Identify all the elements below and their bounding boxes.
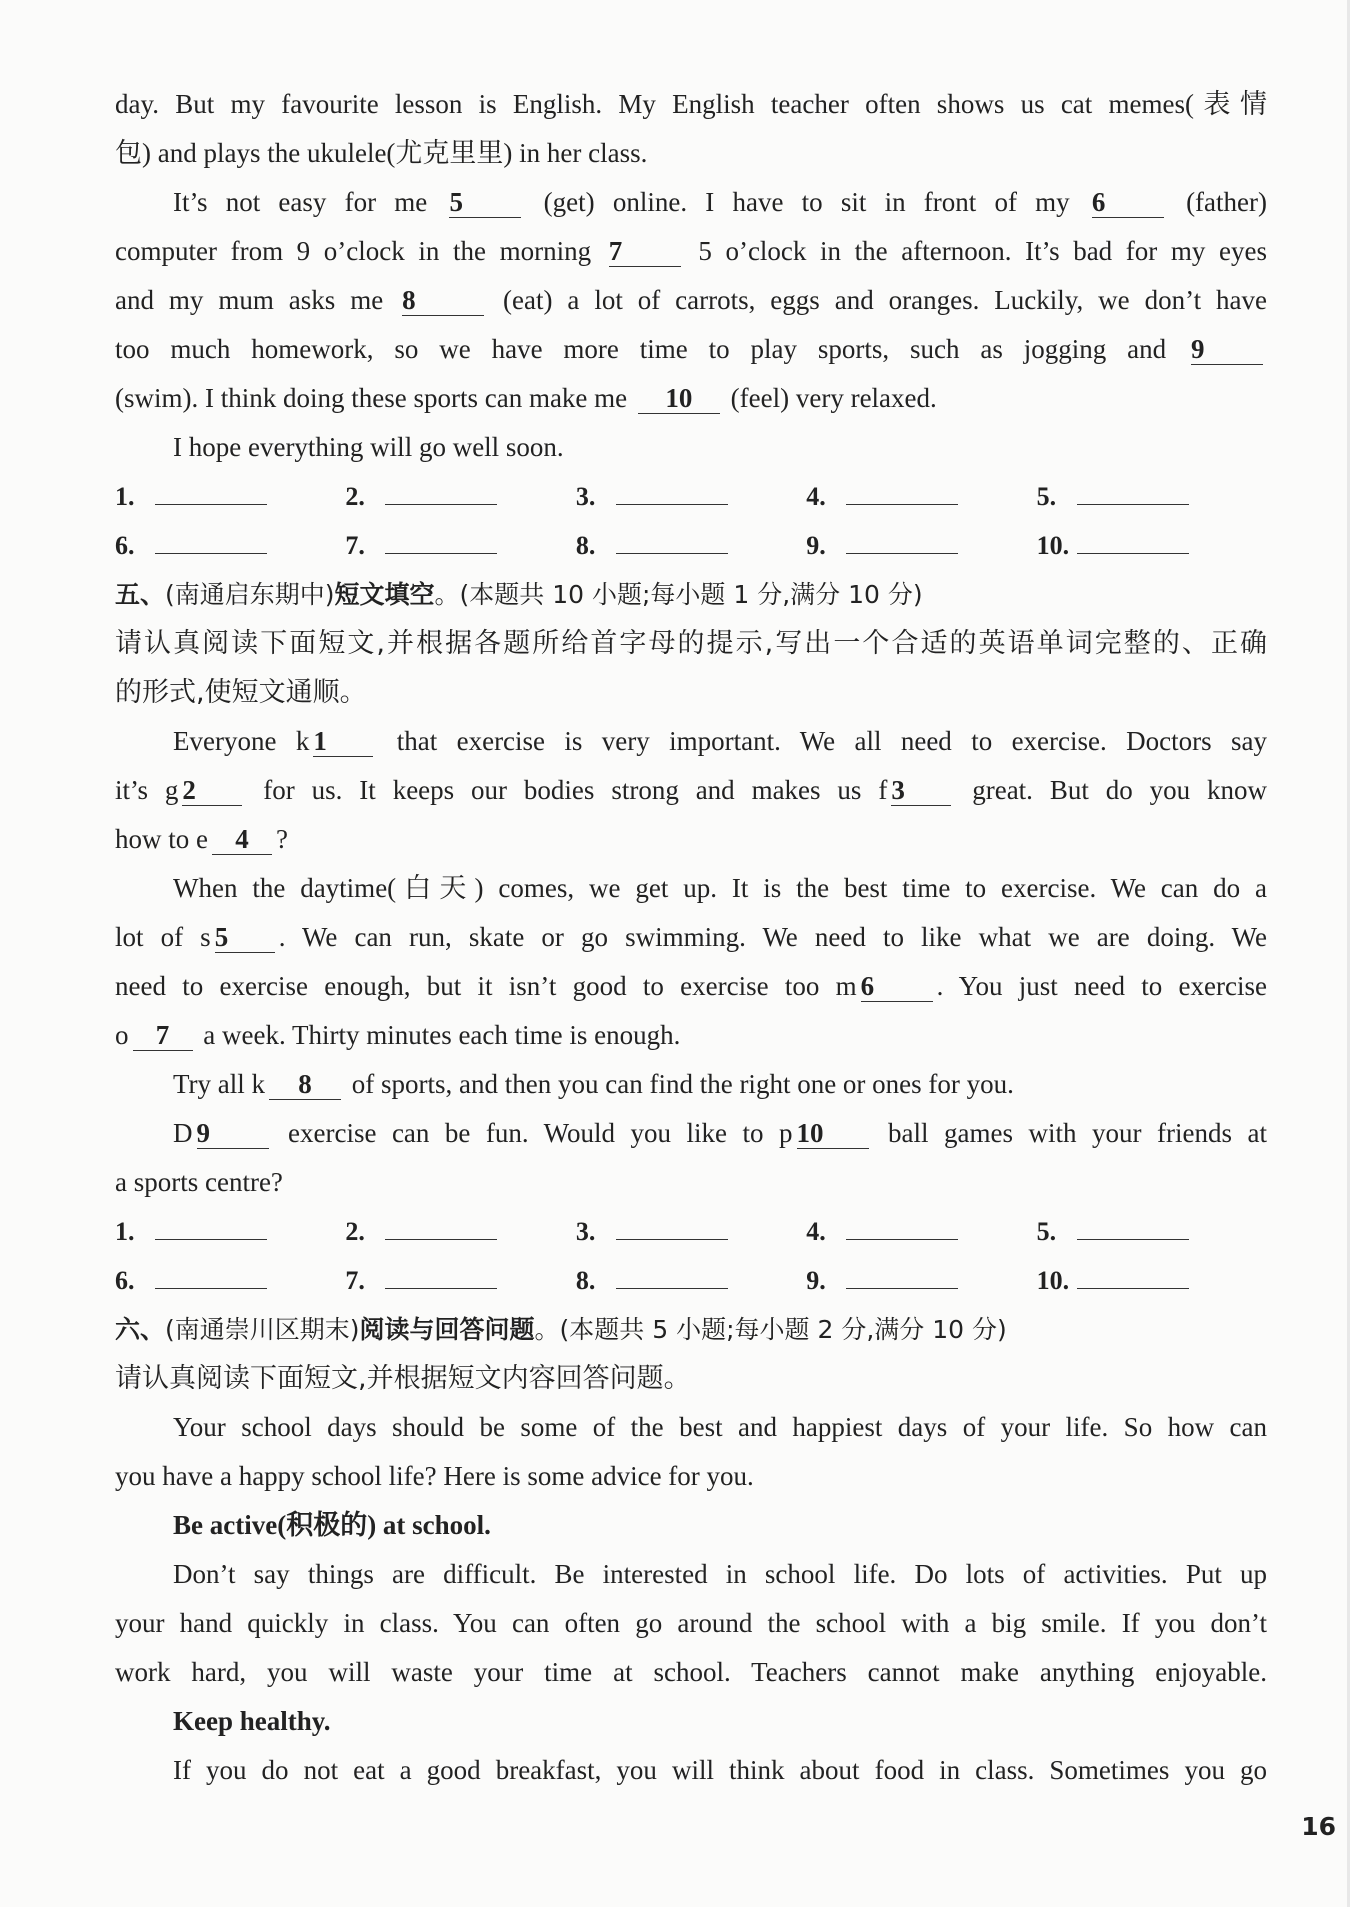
text-span: for us. It keeps our bodies strong and makes us f <box>246 775 888 805</box>
section-source: (南通崇川区期末) <box>165 1315 360 1344</box>
answer-slot[interactable] <box>1037 472 1267 521</box>
text-line: I hope everything will go well soon. <box>173 432 564 462</box>
answer-number: 3. <box>575 1217 596 1246</box>
blank-9[interactable]: 9 <box>197 1118 269 1149</box>
answer-line <box>1077 1266 1189 1289</box>
blank-10[interactable]: 10 <box>797 1118 869 1149</box>
answer-line <box>385 482 497 505</box>
answer-slot[interactable] <box>806 472 1036 521</box>
answer-line <box>846 531 958 554</box>
text-line <box>115 325 1267 374</box>
answer-number: 10. <box>1036 1266 1070 1295</box>
text-span: that exercise is very important. We all need to exercise. Doctors say <box>377 726 1267 756</box>
blank-3[interactable]: 3 <box>891 775 951 806</box>
answer-line <box>616 1266 728 1289</box>
answer-slot[interactable] <box>115 472 345 521</box>
answer-number: 6. <box>115 1266 135 1295</box>
blank-5[interactable]: 5 <box>215 922 275 953</box>
text-line: 包) and plays the ukulele(尤克里里) in her class. <box>115 138 648 168</box>
answer-line <box>155 1217 267 1240</box>
instruction-line: 请认真阅读下面短文,并根据各题所给首字母的提示,写出一个合适的英语单词完整的、正确 <box>115 628 1267 659</box>
text-span: o <box>115 1020 129 1050</box>
section-source: (南通启东期中) <box>165 580 335 609</box>
text-span: need to exercise enough, but it isn’t good to exercise too m <box>115 971 857 1001</box>
text-line <box>115 276 1267 325</box>
text-span: . You just need to exercise <box>936 971 1267 1001</box>
answer-number: 9. <box>806 531 826 560</box>
text-line <box>115 374 1267 423</box>
text-line <box>115 227 1267 276</box>
section-number: 五、 <box>115 580 166 609</box>
section-note: 。(本题共 5 小题;每小题 2 分,满分 10 分) <box>534 1315 1007 1344</box>
answer-line <box>155 531 267 554</box>
answer-slot[interactable] <box>345 472 575 521</box>
section-number: 六、 <box>115 1315 166 1344</box>
answer-slot[interactable] <box>115 521 345 570</box>
text-line: If you do not eat a good breakfast, you will think about food in class. Sometimes you go <box>173 1755 1267 1785</box>
text-span: Everyone k <box>173 726 310 756</box>
text-line: work hard, you will waste your time at school. Teachers cannot make anything enjoyable. <box>115 1657 1267 1687</box>
text-span: Try all k <box>173 1069 266 1099</box>
blank-5[interactable]: 5 <box>449 187 521 218</box>
answer-slot[interactable] <box>345 521 575 570</box>
text-span: too much homework, so we have more time to play sports, such as jogging and <box>115 334 1187 364</box>
answer-line <box>385 1217 497 1240</box>
answer-number: 4. <box>806 1217 826 1246</box>
text-line <box>115 766 1267 815</box>
answer-line <box>846 1266 958 1289</box>
answer-number: 5. <box>1036 482 1057 511</box>
text-span: It’s not easy for me <box>173 187 446 217</box>
answer-slot[interactable] <box>576 472 806 521</box>
blank-8[interactable]: 8 <box>402 285 484 316</box>
blank-1[interactable]: 1 <box>313 726 373 757</box>
blank-9[interactable]: 9 <box>1191 334 1263 365</box>
answer-slot[interactable] <box>576 1256 806 1305</box>
answer-slot[interactable] <box>345 1256 575 1305</box>
section-note: 。(本题共 10 小题;每小题 1 分,满分 10 分) <box>434 580 923 609</box>
blank-6[interactable]: 6 <box>1092 187 1164 218</box>
answer-number: 5. <box>1036 1217 1057 1246</box>
text-span: ball games with your friends at <box>872 1118 1267 1148</box>
text-line <box>115 717 1267 766</box>
answer-slot[interactable] <box>806 1256 1036 1305</box>
answer-number: 1. <box>115 1217 135 1246</box>
text-line: a sports centre? <box>115 1167 283 1197</box>
answer-number: 10. <box>1036 531 1070 560</box>
text-span: ? <box>275 824 288 854</box>
text-line <box>115 1109 1267 1158</box>
text-line <box>115 962 1267 1011</box>
text-span: lot of s <box>115 922 211 952</box>
text-span: (get) online. I have to sit in front of my <box>525 187 1088 217</box>
answer-line <box>385 1266 497 1289</box>
answer-line <box>1077 1217 1189 1240</box>
text-span: exercise can be fun. Would you like to p <box>272 1118 793 1148</box>
blank-4[interactable]: 4 <box>212 824 272 855</box>
section-five-heading <box>115 570 1267 619</box>
section-title: 阅读与回答问题 <box>359 1315 535 1344</box>
instruction-line: 请认真阅读下面短文,并根据短文内容回答问题。 <box>115 1363 691 1394</box>
answer-line <box>1077 482 1189 505</box>
text-line: your hand quickly in class. You can often go around the school with a big smile. If you don’t <box>115 1608 1267 1638</box>
answer-line <box>616 1217 728 1240</box>
answer-slot[interactable] <box>1037 1256 1267 1305</box>
text-span: (feel) very relaxed. <box>723 383 937 413</box>
text-span: how to e <box>115 824 208 854</box>
text-span: D <box>173 1118 193 1148</box>
answer-slot[interactable] <box>345 1207 575 1256</box>
answer-slot[interactable] <box>115 1207 345 1256</box>
answer-number: 2. <box>345 1217 365 1246</box>
answer-number: 1. <box>115 482 135 511</box>
text-span: 5 o’clock in the afternoon. It’s bad for my eyes <box>684 236 1267 266</box>
page-number: 16 <box>1301 1812 1336 1841</box>
text-line: When the daytime(白天) comes, we get up. It is the best time to exercise. We can do a <box>173 873 1267 903</box>
answer-line <box>155 1266 267 1289</box>
text-line <box>115 815 1267 864</box>
text-span: great. But do you know <box>955 775 1267 805</box>
blank-8[interactable]: 8 <box>269 1069 341 1100</box>
answer-line <box>846 1217 958 1240</box>
answer-slot[interactable] <box>576 1207 806 1256</box>
subheading: Be active(积极的) at school. <box>173 1510 491 1540</box>
text-line <box>115 178 1267 227</box>
blank-10[interactable]: 10 <box>638 383 720 414</box>
instruction-line: 的形式,使短文通顺。 <box>115 677 367 708</box>
answer-number: 6. <box>115 531 135 560</box>
answer-number: 4. <box>806 482 826 511</box>
text-span: computer from 9 o’clock in the morning <box>115 236 605 266</box>
answer-line <box>616 482 728 505</box>
answer-row <box>115 1256 1267 1305</box>
answer-slot[interactable] <box>1037 1207 1267 1256</box>
blank-7[interactable]: 7 <box>133 1020 193 1051</box>
text-span: a week. Thirty minutes each time is enough. <box>196 1020 681 1050</box>
text-span: . We can run, skate or go swimming. We need to like what we are doing. We <box>278 922 1267 952</box>
answer-number: 2. <box>345 482 365 511</box>
blank-6[interactable]: 6 <box>861 971 933 1002</box>
answer-number: 9. <box>806 1266 826 1295</box>
answer-slot[interactable] <box>1037 521 1267 570</box>
text-line <box>115 1011 1267 1060</box>
text-span: (eat) a lot of carrots, eggs and oranges. Luckily, we don’t have <box>488 285 1267 315</box>
text-line <box>115 913 1267 962</box>
answer-slot[interactable] <box>115 1256 345 1305</box>
answer-slot[interactable] <box>576 521 806 570</box>
answer-number: 8. <box>575 531 596 560</box>
text-line: day. But my favourite lesson is English. My English teacher often shows us cat memes(表情 <box>115 89 1267 119</box>
answer-line <box>616 531 728 554</box>
text-span: (swim). I think doing these sports can make me <box>115 383 634 413</box>
text-span: of sports, and then you can find the right one or ones for you. <box>345 1069 1014 1099</box>
answer-number: 8. <box>575 1266 596 1295</box>
text-line: you have a happy school life? Here is some advice for you. <box>115 1461 754 1491</box>
answer-line <box>1077 531 1189 554</box>
text-span: (father) <box>1167 187 1267 217</box>
text-line: Don’t say things are difficult. Be interested in school life. Do lots of activities. Put up <box>173 1559 1267 1589</box>
blank-7[interactable]: 7 <box>609 236 681 267</box>
answer-slot[interactable] <box>806 521 1036 570</box>
answer-row <box>115 1207 1267 1256</box>
worksheet-page <box>115 80 1267 1795</box>
answer-number: 7. <box>345 1266 365 1295</box>
answer-line <box>385 531 497 554</box>
answer-line <box>155 482 267 505</box>
answer-slot[interactable] <box>806 1207 1036 1256</box>
section-title: 短文填空 <box>334 580 435 609</box>
answer-number: 3. <box>575 482 596 511</box>
answer-row <box>115 521 1267 570</box>
answer-number: 7. <box>345 531 365 560</box>
blank-2[interactable]: 2 <box>182 775 242 806</box>
answer-line <box>846 482 958 505</box>
text-span: it’s g <box>115 775 179 805</box>
answer-row <box>115 472 1267 521</box>
text-line: Your school days should be some of the best and happiest days of your life. So how can <box>173 1412 1267 1442</box>
subheading: Keep healthy. <box>173 1706 331 1736</box>
section-six-heading <box>115 1305 1267 1354</box>
text-span: and my mum asks me <box>115 285 399 315</box>
text-line <box>115 1060 1267 1109</box>
